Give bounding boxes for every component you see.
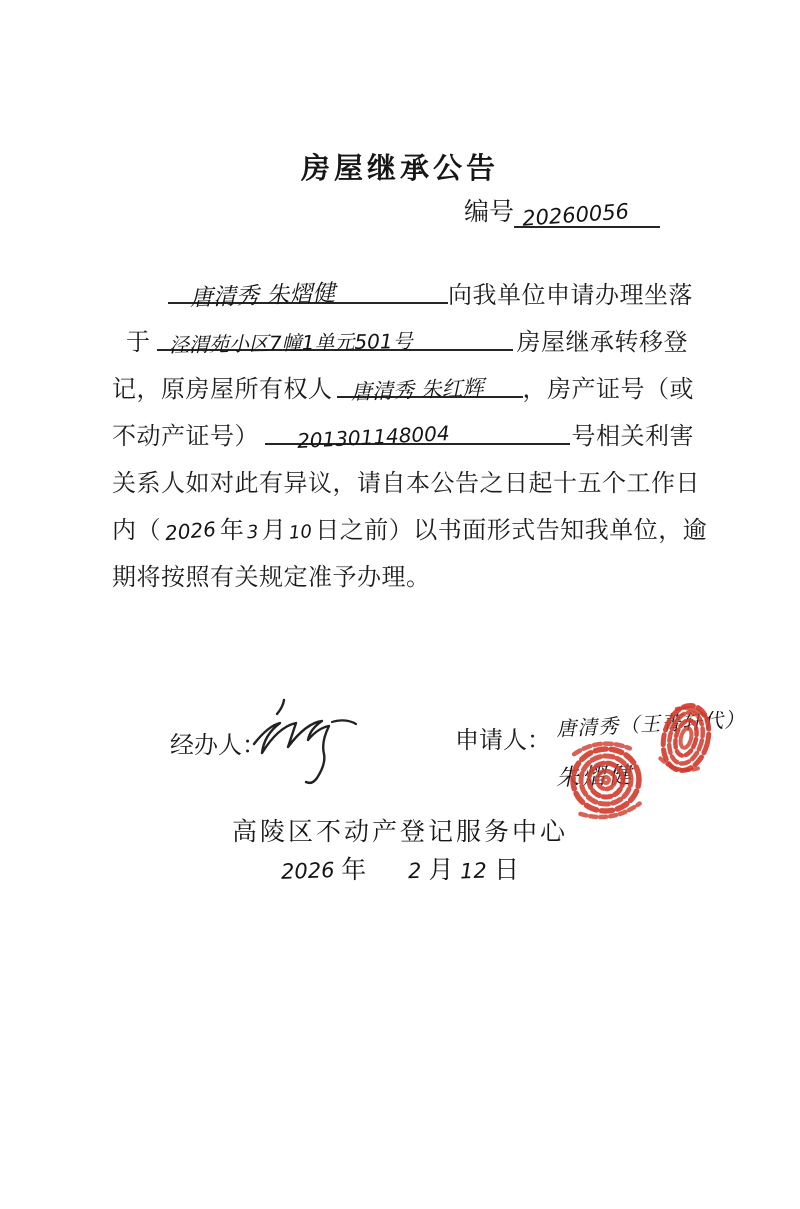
- body-line-3: [112, 366, 694, 413]
- handler-label: 经办人：: [170, 732, 266, 759]
- deadline-year-unit: 年: [219, 517, 245, 544]
- body-line-3-prefix: 记，原房屋所有权人: [112, 376, 333, 403]
- body-paragraph: [112, 272, 708, 601]
- number-blank: [514, 198, 660, 231]
- deadline-month-unit: 月: [261, 517, 287, 544]
- date-day-unit: 日: [494, 856, 520, 884]
- deadline-day-handwritten: 10: [288, 521, 313, 544]
- date-day-handwritten: 12: [460, 858, 488, 884]
- number-value-handwritten: 20260056: [521, 199, 630, 231]
- page-title: 房屋继承公告: [300, 153, 499, 185]
- body-line-6-prefix: 内（: [112, 517, 161, 544]
- body-line-1-text: 向我单位申请办理坐落: [448, 282, 693, 309]
- owners-handwritten: 唐清秀 朱红辉: [350, 375, 484, 405]
- applicants-handwritten: 唐清秀 朱熠健: [189, 280, 336, 312]
- number-label: 编号: [464, 198, 515, 226]
- body-line-7-text: 期将按照有关规定准予办理。: [112, 564, 431, 591]
- body-line-2: [112, 319, 694, 366]
- body-line-4: [112, 413, 694, 460]
- body-line-7: [112, 554, 694, 601]
- date-year-handwritten: 2026: [280, 858, 335, 884]
- body-line-4-prefix: 不动产证号）: [112, 423, 259, 450]
- applicant1-name-handwritten: 唐清秀（王菁轩代）: [555, 707, 746, 741]
- body-line-4-text: 号相关利害: [571, 423, 694, 450]
- address-handwritten: 泾渭苑小区7幢1单元501号: [168, 328, 413, 358]
- body-line-2-text: 房屋继承转移登: [516, 329, 688, 356]
- body-line-5: [112, 460, 700, 507]
- body-line-2-prefix: 于: [126, 329, 151, 356]
- document-number-row: [464, 192, 660, 231]
- deadline-year-handwritten: 2026: [164, 516, 217, 546]
- date-month-unit: 月: [428, 856, 454, 884]
- applicants-blank: [168, 272, 448, 312]
- applicant-label: 申请人：: [455, 727, 551, 754]
- body-line-6: [112, 507, 708, 554]
- cert-number-blank: [265, 413, 570, 453]
- body-line-3-text: ，房产证号（或: [522, 376, 694, 403]
- body-line-5-text: 关系人如对此有异议，请自本公告之日起十五个工作日: [112, 470, 700, 497]
- date-month-handwritten: 2: [407, 858, 422, 884]
- owners-blank: [337, 366, 523, 405]
- applicant2-signature: [556, 758, 634, 791]
- org-name: 高陵区不动产登记服务中心: [231, 818, 568, 846]
- handler-signature-icon: [246, 688, 376, 788]
- cert-number-handwritten: 201301148004: [296, 421, 451, 453]
- body-line-6-suffix: 日之前）以书面形式告知我单位，逾: [315, 517, 708, 544]
- date-year-unit: 年: [341, 856, 367, 884]
- deadline-month-handwritten: 3: [246, 521, 260, 544]
- body-line-1: [112, 272, 694, 319]
- address-blank: [157, 319, 513, 358]
- applicant2-name-handwritten: 朱熠健: [555, 762, 635, 792]
- applicant1-signature: [555, 707, 746, 741]
- date-line: [0, 850, 800, 886]
